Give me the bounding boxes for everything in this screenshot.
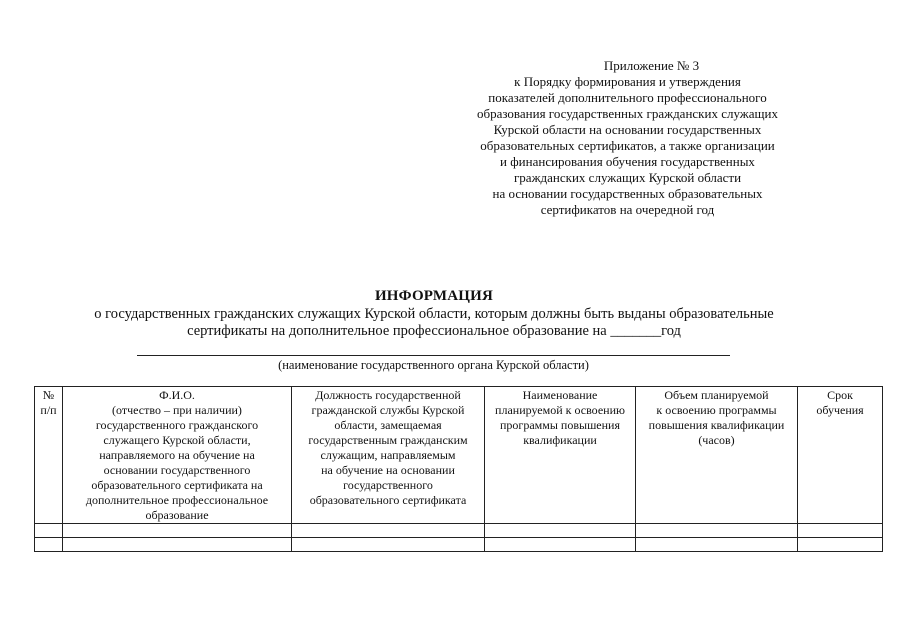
- appendix-line: образования государственных гражданских служащих: [476, 106, 779, 121]
- header-program-name: [485, 387, 636, 524]
- header-full-name: [63, 387, 292, 524]
- subtitle-line: о государственных гражданских служащих Курской области, которым должны быть выданы образовательные: [94, 306, 774, 322]
- header-line: Наименование: [522, 388, 598, 402]
- appendix-line: на основании государственных образовательных: [492, 186, 763, 201]
- table-cell: [292, 524, 485, 538]
- header-line: обучения: [816, 403, 864, 417]
- appendix-line: Курской области на основании государственных: [493, 122, 762, 137]
- table-cell: [35, 538, 63, 552]
- table-header-row: [35, 387, 883, 524]
- document-subtitle: [60, 306, 808, 340]
- header-line: государственного: [343, 478, 433, 492]
- header-program-hours: [636, 387, 798, 524]
- header-line: образование: [145, 508, 209, 522]
- header-line: №: [42, 388, 55, 402]
- header-line: повышения квалификации: [648, 418, 785, 432]
- table-cell: [636, 524, 798, 538]
- header-line: образовательного сертификата на: [91, 478, 263, 492]
- table-cell: [798, 524, 883, 538]
- header-line: дополнительное профессиональное: [85, 493, 269, 507]
- document-title: ИНФОРМАЦИЯ: [374, 288, 494, 304]
- appendix-line: сертификатов на очередной год: [540, 202, 715, 217]
- header-duration: [798, 387, 883, 524]
- header-line: Объем планируемой: [664, 388, 769, 402]
- header-line: служащего Курской области,: [103, 433, 251, 447]
- header-line: области, замещаемая: [334, 418, 442, 432]
- table-cell: [35, 524, 63, 538]
- table-cell: [798, 538, 883, 552]
- header-line: планируемой к освоению: [495, 403, 625, 417]
- information-table: [34, 386, 883, 552]
- header-line: Срок: [827, 388, 853, 402]
- header-number: [35, 387, 63, 524]
- header-line: на обучение на основании: [321, 463, 455, 477]
- appendix-line: и финансирования обучения государственных: [500, 154, 755, 169]
- appendix-header: [430, 58, 825, 218]
- table-cell: [485, 538, 636, 552]
- header-line: Ф.И.О.: [159, 388, 195, 402]
- table-cell: [63, 524, 292, 538]
- table-row: [35, 524, 883, 538]
- header-line: п/п: [40, 403, 57, 417]
- appendix-line: к Порядку формирования и утверждения: [514, 74, 741, 89]
- appendix-line: образовательных сертификатов, а также организации: [480, 138, 775, 153]
- table-row: [35, 538, 883, 552]
- header-line: направляемого на обучение на: [99, 448, 255, 462]
- header-line: к освоению программы: [656, 403, 777, 417]
- table-cell: [63, 538, 292, 552]
- header-line: государственного гражданского: [95, 418, 259, 432]
- header-line: гражданской службы Курской: [311, 403, 465, 417]
- table-cell: [292, 538, 485, 552]
- header-line: программы повышения: [500, 418, 620, 432]
- header-line: квалификации: [523, 433, 597, 447]
- header-line: Должность государственной: [315, 388, 461, 402]
- header-position: [292, 387, 485, 524]
- subtitle-line: сертификаты на дополнительное профессиональное образование на _______год: [187, 323, 681, 339]
- appendix-line: показателей дополнительного профессионального: [488, 90, 767, 105]
- appendix-line: Приложение № 3: [603, 58, 700, 73]
- table-cell: [485, 524, 636, 538]
- org-name-caption: (наименование государственного органа Курской области): [278, 358, 589, 372]
- table-cell: [636, 538, 798, 552]
- header-line: служащим, направляемым: [320, 448, 456, 462]
- header-line: (часов): [698, 433, 735, 447]
- header-line: образовательного сертификата: [309, 493, 467, 507]
- appendix-line: гражданских служащих Курской области: [513, 170, 742, 185]
- header-line: государственным гражданским: [308, 433, 468, 447]
- org-name-underline: [137, 355, 730, 356]
- header-line: (отчество – при наличии): [112, 403, 242, 417]
- header-line: основании государственного: [103, 463, 251, 477]
